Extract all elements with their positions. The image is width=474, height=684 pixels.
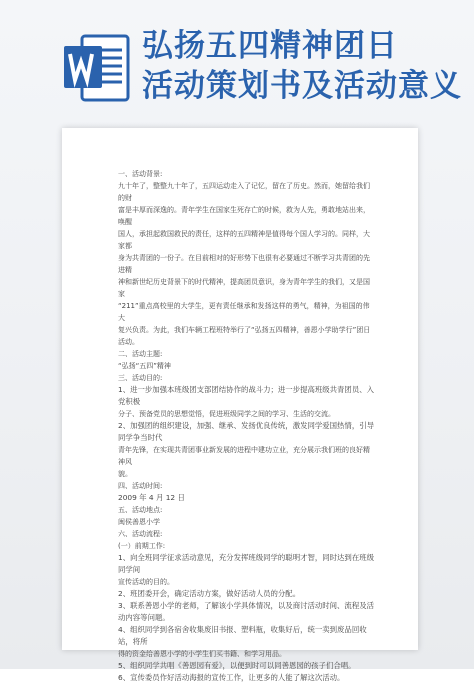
document-title — [142, 26, 468, 106]
text-line: 复兴负责。为此，我们车辆工程班特举行了“弘扬五四精神，善恩小学助学行”团日活动。 — [118, 326, 371, 346]
document-body — [118, 168, 374, 684]
text-line: 1、向全班同学征求活动意见，充分发挥班级同学的聪明才智，同时达到在班级同学间 — [118, 553, 374, 574]
document-page — [62, 128, 418, 682]
title-line-2: 活动策划书及活动意义 — [142, 68, 462, 104]
text-line: 四、活动时间: — [118, 482, 163, 490]
text-line: 宣传活动的目的。 — [118, 578, 174, 586]
text-line: 4、组织同学到各宿舍收集废旧书报、塑料瓶，收集好后，统一卖到废品回收站，将所 — [118, 625, 367, 646]
text-line: 身为共青团的一份子。在目前相对的好形势下也很有必要通过不断学习共青团的先进精 — [118, 254, 370, 274]
text-line: 5、组织同学共唱《善恩园有爱》，以便到时可以同善恩园的孩子们合唱。 — [118, 661, 356, 670]
text-line: 九十年了，整整九十年了，五四运动走入了记忆，留在了历史。然而，她留给我们的财 — [118, 182, 370, 202]
text-line: 1、进一步加强本班级团支部团结协作的战斗力；进一步提高班级共青团员、入党积极 — [118, 385, 374, 406]
title-line-1: 弘扬五四精神团日 — [142, 28, 398, 64]
text-line: 貌。 — [118, 470, 132, 478]
text-line: 2009 年 4 月 12 日 — [118, 493, 185, 502]
text-line: 二、活动主题: — [118, 350, 163, 358]
text-line: 3、联系善恩小学的老师，了解该小学具体情况，以及商讨活动时间、流程及活动内容等问题。 — [118, 601, 374, 622]
text-line: 2、班团委开会，确定活动方案，做好活动人员的分配。 — [118, 589, 301, 598]
text-line: 六、活动流程: — [118, 530, 163, 538]
text-line: 一、活动背景: — [118, 170, 163, 178]
text-line: 国人，承担起救国救民的责任，这样的五四精神是值得每个国人学习的。同样，大家都 — [118, 230, 370, 250]
text-line: 得的资金给善恩小学的小学生们买书籍、和学习用品。 — [118, 650, 286, 658]
text-line: 闽侯善恩小学 — [118, 518, 160, 526]
text-line: 富是丰厚而深逸的。青年学生在国家生死存亡的时候，救为人先，勇敢地站出来，唤醒 — [118, 206, 370, 226]
text-line: 2、加强团的组织建设，加强、继承、发扬优良传统，激发同学爱国热情，引导同学争当时代 — [118, 421, 374, 442]
text-line: 6、宣传委员作好活动海报的宣传工作，让更多的人能了解这次活动。 — [118, 673, 345, 682]
text-line: “211”重点高校里的大学生，更有责任继承和发扬这样的勇气，精神，为祖国的伟大 — [118, 302, 370, 322]
text-line: 分子、预备党员的思想觉悟，促进班级同学之间的学习、生活的交流。 — [118, 410, 335, 418]
text-line: 青年先锋，在实现共青团事业新发展的进程中建功立业，充分展示我们班的良好精神风 — [118, 446, 370, 466]
word-icon — [60, 30, 134, 106]
text-line: 三、活动目的: — [118, 374, 163, 382]
text-line: 五、活动地点: — [118, 506, 163, 514]
text-line: “弘扬“五四”精神 — [118, 362, 171, 370]
text-line: (一）前期工作: — [118, 542, 166, 550]
text-line: 神和新世纪历史背景下的时代精神，提高团员意识，身为青年学生的我们，又是国家 — [118, 278, 370, 298]
header — [0, 0, 474, 118]
